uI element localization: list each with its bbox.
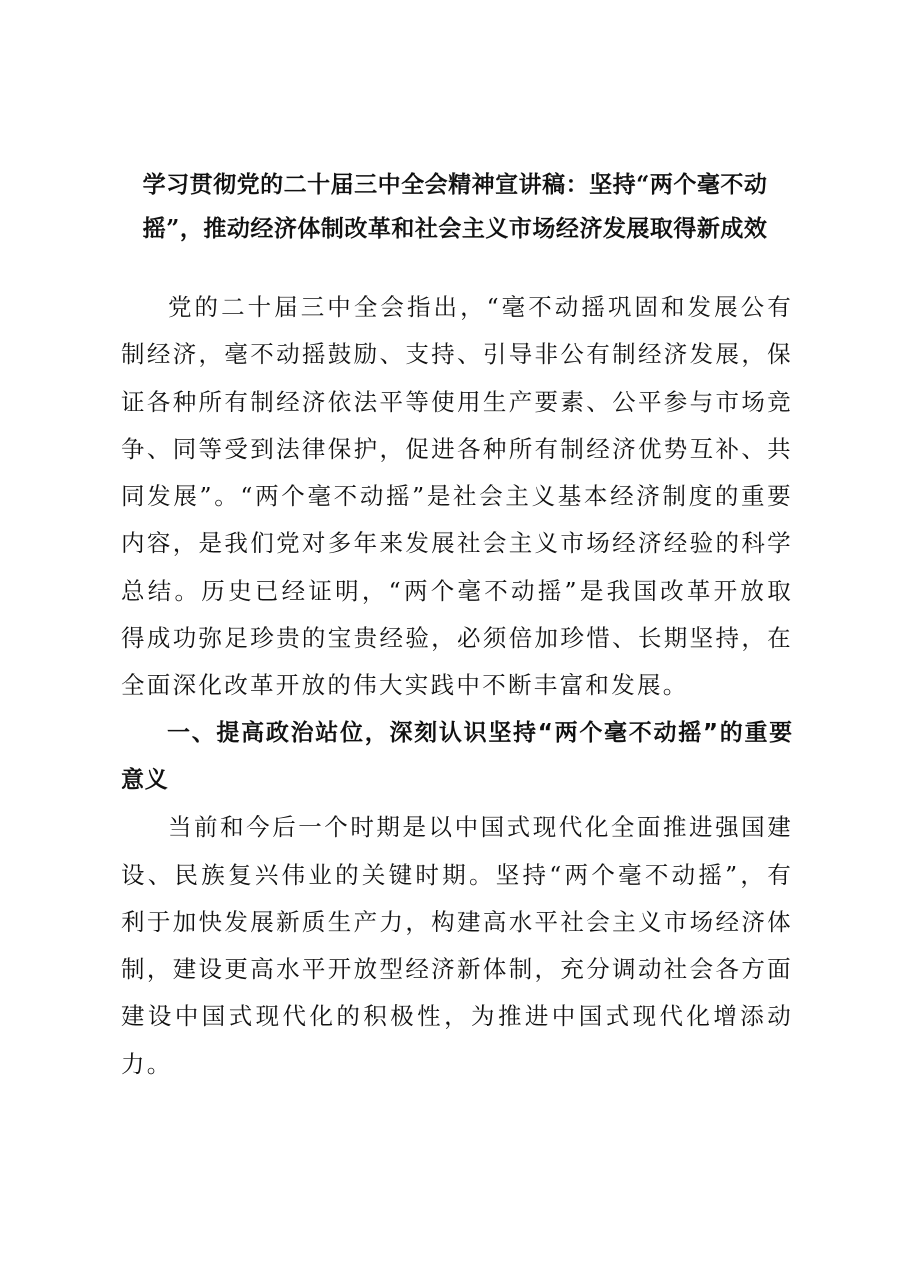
paragraph-intro: 党的二十届三中全会指出，“毫不动摇巩固和发展公有制经济，毫不动摇鼓励、支持、引导非公有制经济发展，保证各种所有制经济依法平等使用生产要素、公平参与市场竞争、同等受到法律保护，促进各种所有制经济优势互补、共同发展”。“两个毫不动摇”是社会主义基本经济制度的重要内容，是我们党对多年来发展社会主义市场经济经验的科学总结。历史已经证明，“两个毫不动摇”是我国改革开放取得成功弥足珍贵的宝贵经验，必须倍加珍惜、长期坚持，在全面深化改革开放的伟大实践中不断丰富和发展。 [121, 293, 793, 700]
title-line-2: 摇”，推动经济体制改革和社会主义市场经济发展取得新成效 [142, 215, 768, 242]
paragraph-section-1: 当前和今后一个时期是以中国式现代化全面推进强国建设、民族复兴伟业的关键时期。坚持“两个毫不动摇”，有利于加快发展新质生产力，构建高水平社会主义市场经济体制，建设更高水平开放型经济新体制，充分调动社会各方面建设中国式现代化的积极性，为推进中国式现代化增添动力。 [121, 813, 793, 1078]
document-body [121, 284, 793, 1088]
section-heading-1: 一、提高政治站位，深刻认识坚持“两个毫不动摇”的重要意义 [121, 719, 793, 793]
title-line-1: 学习贯彻党的二十届三中全会精神宣讲稿：坚持“两个毫不动 [142, 171, 768, 198]
document-title [110, 163, 800, 251]
